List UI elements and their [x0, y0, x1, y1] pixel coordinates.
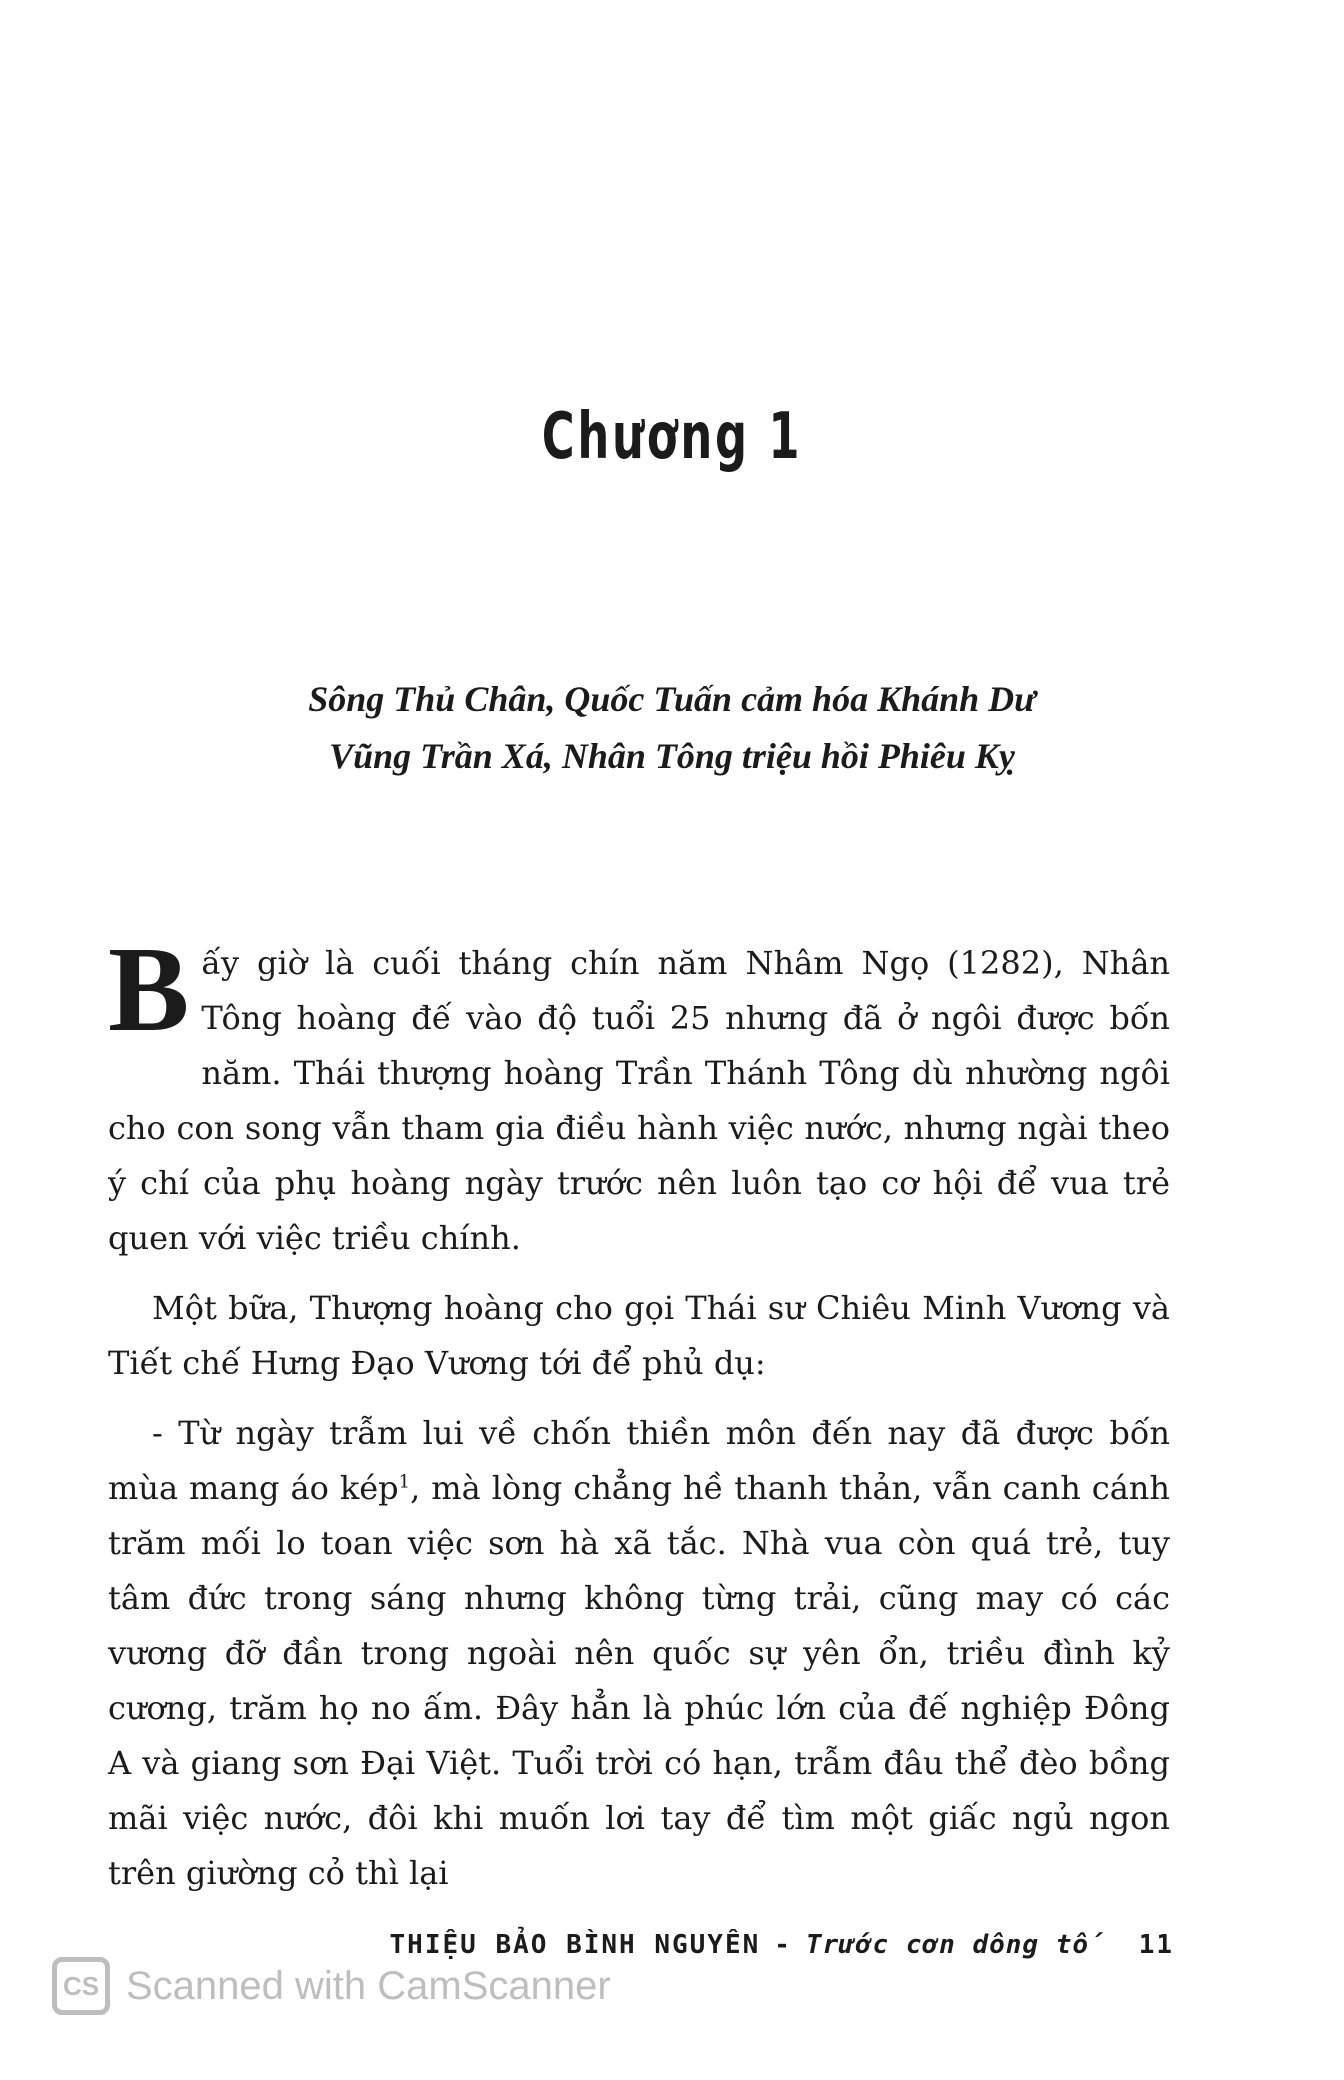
paragraph-1 [108, 922, 1170, 1266]
camscanner-logo-icon: CS [52, 1957, 110, 2015]
body-text [108, 922, 1171, 1916]
drop-cap: B [108, 922, 190, 1057]
page-number: 11 [1138, 1930, 1174, 1960]
chapter-subtitle-line-1: Sông Thủ Chân, Quốc Tuấn cảm hóa Khánh Dư [308, 679, 1036, 719]
paragraph-3-text-a: - Từ ngày trẫm lui về chốn thiền môn đến nay đã được bốn mùa mang áo kép [108, 1414, 1170, 1507]
footer-book-title: Trước cơn dông tố [805, 1930, 1105, 1960]
camscanner-watermark [52, 1953, 611, 2019]
footnote-marker: 1 [398, 1471, 411, 1493]
paragraph-3-text-b: , mà lòng chẳng hề thanh thản, vẫn canh cánh trăm mối lo toan việc sơn hà xã tắc. Nhà vua còn quá trẻ, tuy tâm đức trong sáng nhưng không từng trải, cũng may có các vương đỡ đần trong ngoài nên quốc sự yên ổn, triều đình kỷ cương, trăm họ no ấm. Đây hẳn là phúc lớn của đế nghiệp Đông A và giang sơn Đại Việt. Tuổi trời có hạn, trẫm đâu thể đèo bồng mãi việc nước, đôi khi muốn lơi tay để tìm một giấc ngủ ngon trên giường cỏ thì lại [108, 1469, 1171, 1892]
chapter-heading: Chương 1 [541, 400, 803, 474]
paragraph-3 [108, 1406, 1170, 1901]
footer-author: THIỆU BẢO BÌNH NGUYÊN [389, 1930, 761, 1960]
paragraph-1-text: ấy giờ là cuối tháng chín năm Nhâm Ngọ (1282), Nhân Tông hoàng đế vào độ tuổi 25 nhưng đã ở ngôi được bốn năm. Thái thượng hoàng Trần Thánh Tông dù nhường ngôi cho con song vẫn tham gia điều hành việc nước, nhưng ngài theo ý chí của phụ hoàng ngày trước nên luôn tạo cơ hội để vua trẻ quen với việc triều chính. [108, 944, 1170, 1257]
chapter-subtitle-line-2: Vũng Trần Xá, Nhân Tông triệu hồi Phiêu Kỵ [329, 736, 1015, 776]
paragraph-2: Một bữa, Thượng hoàng cho gọi Thái sư Chiêu Minh Vương và Tiết chế Hưng Đạo Vương tới để phủ dụ: [108, 1289, 1170, 1382]
footer-separator: - [774, 1930, 792, 1960]
watermark-text: Scanned with CamScanner [126, 1963, 611, 2008]
